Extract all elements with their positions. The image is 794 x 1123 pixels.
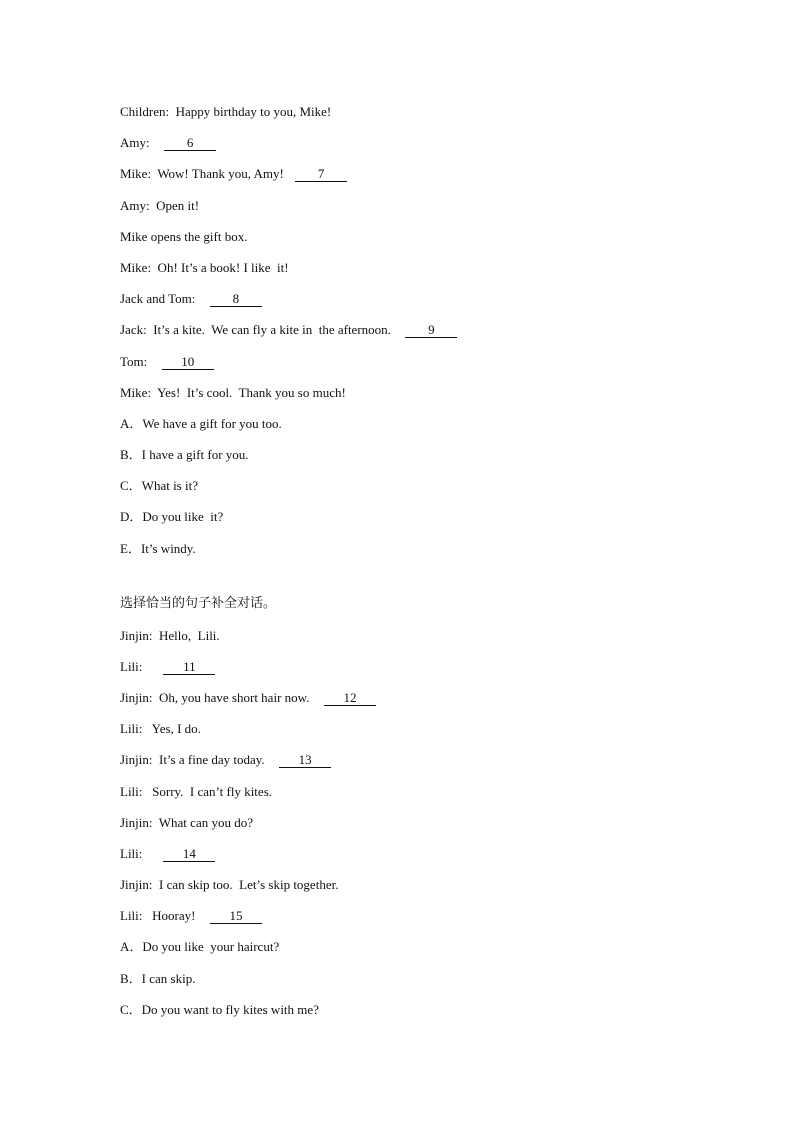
line-text: Lili: Sorry. I can’t fly kites. xyxy=(120,783,273,799)
dialogue-line xyxy=(120,381,720,412)
dialogue-line xyxy=(120,873,720,904)
dialogue-2 xyxy=(120,624,720,936)
answer-blank[interactable]: 14 xyxy=(163,846,215,862)
section-heading: 选择恰当的句子补全对话。 xyxy=(120,596,277,612)
option-line xyxy=(120,935,720,966)
option-line xyxy=(120,967,720,998)
line-text: Jack and Tom: xyxy=(120,291,202,307)
answer-blank[interactable]: 12 xyxy=(324,690,376,706)
dialogue-line xyxy=(120,194,720,225)
line-text: C．What is it? xyxy=(120,478,198,494)
dialogue-line xyxy=(120,811,720,842)
line-text: Children: Happy birthday to you, Mike! xyxy=(120,104,332,119)
dialogue-line xyxy=(120,717,720,748)
option-line xyxy=(120,505,720,536)
worksheet-page xyxy=(120,100,720,1029)
dialogue-line xyxy=(120,100,720,131)
answer-blank[interactable]: 9 xyxy=(405,322,457,338)
options-1 xyxy=(120,412,720,568)
answer-blank[interactable]: 11 xyxy=(163,659,215,675)
answer-blank[interactable]: 6 xyxy=(164,135,216,151)
line-text: Lili: Yes, I do. xyxy=(120,721,201,737)
line-text: Jinjin: Oh, you have short hair now. xyxy=(120,689,316,705)
line-text: Jinjin: It’s a fine day today. xyxy=(120,752,272,768)
line-text: Mike opens the gift box. xyxy=(120,228,248,244)
dialogue-line xyxy=(120,748,720,779)
option-line xyxy=(120,412,720,443)
answer-blank[interactable]: 13 xyxy=(279,752,331,768)
line-text: C．Do you want to fly kites with me? xyxy=(120,1001,319,1017)
dialogue-line xyxy=(120,904,720,935)
line-text: A．Do you like your haircut? xyxy=(120,939,280,955)
dialogue-line xyxy=(120,225,720,256)
line-text: B．I can skip. xyxy=(120,970,196,986)
dialogue-line xyxy=(120,162,720,193)
option-line xyxy=(120,537,720,568)
dialogue-line xyxy=(120,256,720,287)
line-text: Mike: Yes! It’s cool. Thank you so much! xyxy=(120,384,346,400)
option-line xyxy=(120,474,720,505)
line-text: D．Do you like it? xyxy=(120,509,224,525)
line-text: Mike: Oh! It’s a book! I like it! xyxy=(120,259,289,275)
line-text: Tom: xyxy=(120,353,154,369)
line-text: Amy: Open it! xyxy=(120,197,200,213)
section-gap xyxy=(120,568,720,593)
dialogue-line xyxy=(120,624,720,655)
line-text: A．We have a gift for you too. xyxy=(120,415,282,431)
dialogue-1 xyxy=(120,100,720,412)
option-line xyxy=(120,998,720,1029)
answer-blank[interactable]: 8 xyxy=(210,291,262,307)
dialogue-line xyxy=(120,287,720,318)
dialogue-line xyxy=(120,655,720,686)
line-text: Jinjin: I can skip too. Let’s skip together. xyxy=(120,877,339,893)
options-2 xyxy=(120,935,720,1029)
option-line xyxy=(120,443,720,474)
dialogue-line xyxy=(120,318,720,349)
line-text: Amy: xyxy=(120,135,157,151)
dialogue-line xyxy=(120,780,720,811)
line-text: Lili: xyxy=(120,658,156,674)
answer-blank[interactable]: 7 xyxy=(295,166,347,182)
answer-blank[interactable]: 15 xyxy=(210,908,262,924)
dialogue-line xyxy=(120,131,720,162)
line-text: Lili: Hooray! xyxy=(120,908,202,924)
answer-blank[interactable]: 10 xyxy=(162,354,214,370)
line-text: B．I have a gift for you. xyxy=(120,447,249,463)
dialogue-line xyxy=(120,842,720,873)
dialogue-line xyxy=(120,686,720,717)
line-text: Jinjin: Hello, Lili. xyxy=(120,627,220,643)
line-text: E．It’s windy. xyxy=(120,540,196,556)
line-text: Mike: Wow! Thank you, Amy! xyxy=(120,166,288,182)
line-text: Jack: It’s a kite. We can fly a kite in the afternoon. xyxy=(120,322,398,338)
line-text: Lili: xyxy=(120,845,156,861)
line-text: Jinjin: What can you do? xyxy=(120,814,253,830)
dialogue-line xyxy=(120,350,720,381)
